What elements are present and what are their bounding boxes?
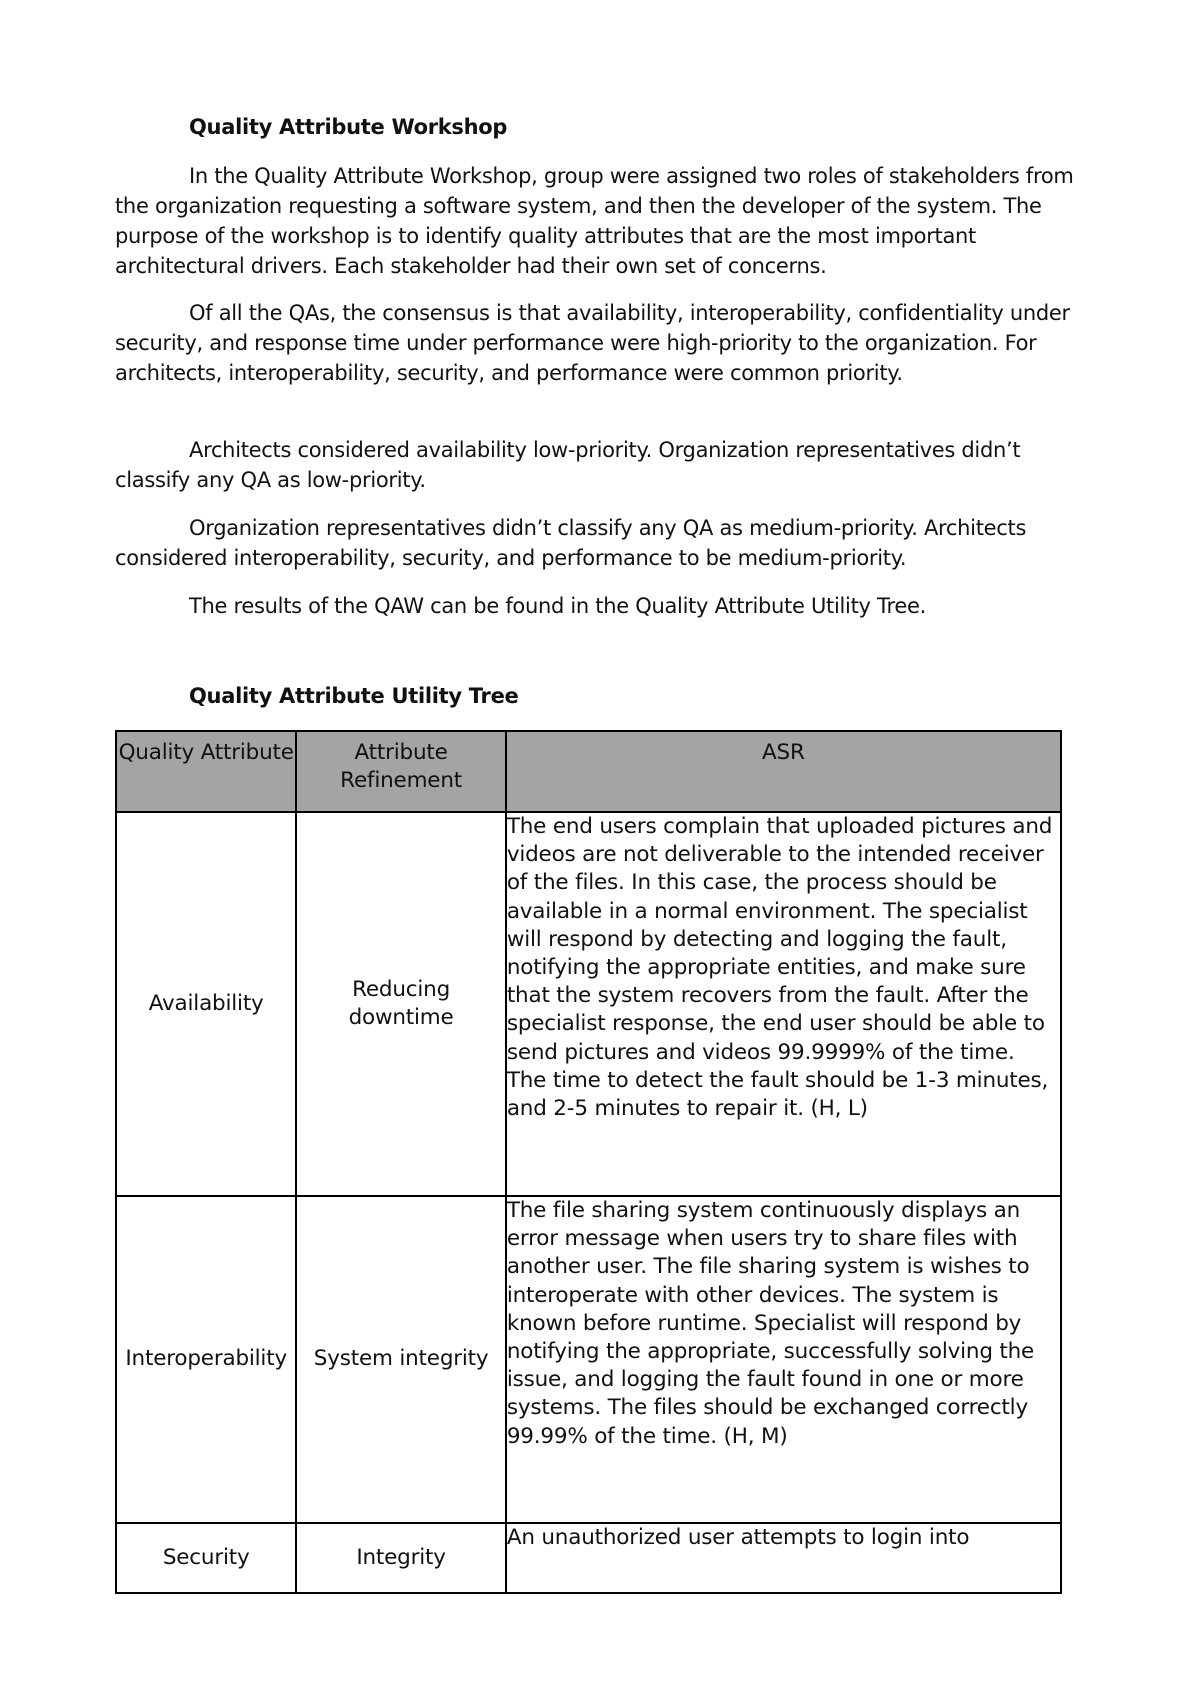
paragraph-low-priority: Architects considered availability low-priority. Organization representatives didn’t classify any QA as low-priority. [115,438,1021,492]
table-row [116,812,1061,1196]
utility-tree-table [115,730,1062,1594]
table-header-row [116,731,1061,812]
cell-refinement: Reducing downtime [296,812,505,1196]
cell-attribute: Security [116,1523,296,1593]
cell-attribute: Availability [116,812,296,1196]
cell-asr: An unauthorized user attempts to login into [506,1523,1061,1593]
workshop-heading: Quality Attribute Workshop [189,115,508,139]
header-asr: ASR [506,731,1061,812]
table-row [116,1196,1061,1523]
cell-asr: The file sharing system continuously displays an error message when users try to share files with another user. The file sharing system is wishes to interoperate with other devices. The system is known before runtime. Specialist will respond by notifying the appropriate, successfully solving the issue, and logging the fault found in one or more systems. The files should be exchanged correctly 99.99% of the time. (H, M) [506,1196,1061,1523]
cell-refinement: Integrity [296,1523,505,1593]
cell-attribute: Interoperability [116,1196,296,1523]
utility-tree-heading: Quality Attribute Utility Tree [189,684,519,708]
paragraph-consensus: Of all the QAs, the consensus is that availability, interoperability, confidentiality under security, and response time under performance were high-priority to the organization. For architects, interoperability, security, and performance were common priority. [115,301,1070,385]
paragraph-medium-priority: Organization representatives didn’t classify any QA as medium-priority. Architects considered interoperability, security, and performance to be medium-priority. [115,516,1027,570]
cell-asr: The end users complain that uploaded pictures and videos are not deliverable to the intended receiver of the files. In this case, the process should be available in a normal environment. The specialist will respond by detecting and logging the fault, notifying the appropriate entities, and make sure that the system recovers from the fault. After the specialist response, the end user should be able to send pictures and videos 99.9999% of the time. The time to detect the fault should be 1-3 minutes, and 2-5 minutes to repair it. (H, L) [506,812,1061,1196]
paragraph-results: The results of the QAW can be found in the Quality Attribute Utility Tree. [189,594,926,618]
paragraph-intro: In the Quality Attribute Workshop, group were assigned two roles of stakeholders from the organization requesting a software system, and then the developer of the system. The purpose of the workshop is to identify quality attributes that are the most important architectural drivers. Each stakeholder had their own set of concerns. [115,164,1074,278]
header-quality-attribute: Quality Attribute [116,731,296,812]
header-attribute-refinement: Attribute Refinement [296,731,505,812]
cell-refinement: System integrity [296,1196,505,1523]
table-row [116,1523,1061,1593]
